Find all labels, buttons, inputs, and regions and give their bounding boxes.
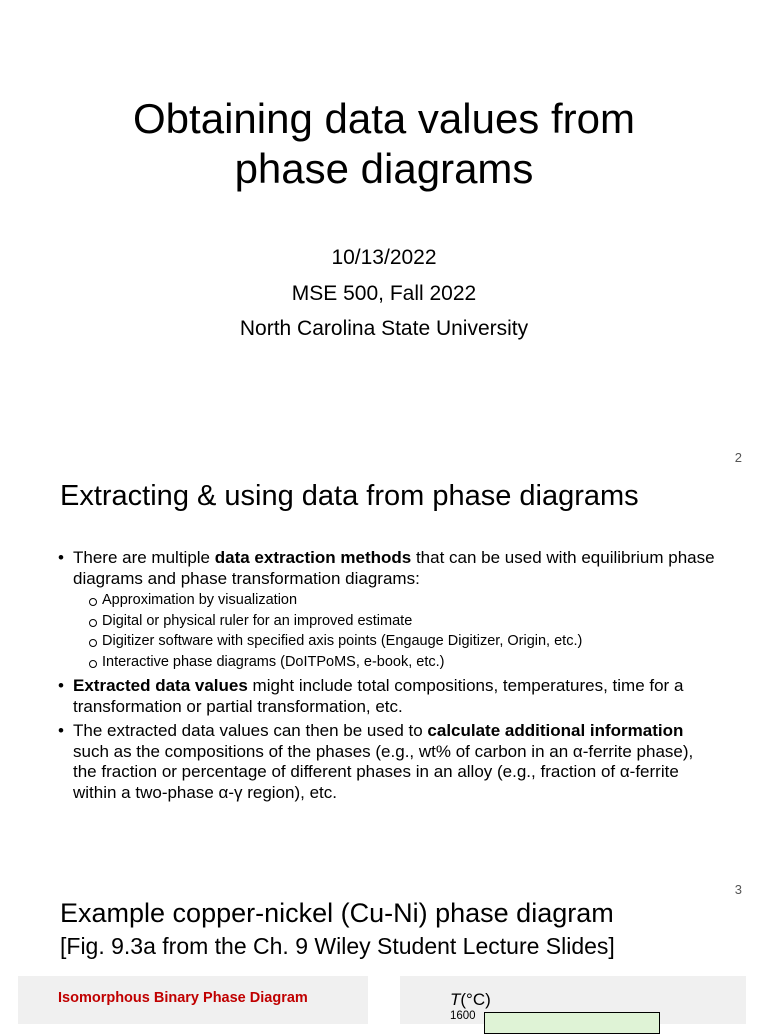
slide-extracting-data	[0, 440, 768, 870]
bullet-emphasis: Extracted data values	[73, 676, 248, 695]
axis-unit: (°C)	[460, 990, 491, 1009]
sub-bullet-item: Digitizer software with specified axis points (Engauge Digitizer, Origin, etc.)	[88, 631, 718, 652]
institution-text: North Carolina State University	[239, 317, 529, 340]
title-line-1: Obtaining data values from	[133, 95, 635, 142]
bullet-item	[58, 548, 718, 672]
sub-bullet-item: Approximation by visualization	[88, 590, 718, 611]
bullet-emphasis: data extraction methods	[214, 548, 412, 567]
page-number: 2	[734, 450, 742, 465]
y-axis-label	[450, 990, 491, 1010]
slide-subtitle: [Fig. 9.3a from the Ch. 9 Wiley Student Lecture Slides]	[60, 933, 615, 959]
bullet-text: The extracted data values can then be used to	[73, 721, 428, 740]
phase-diagram-figure	[400, 976, 746, 1024]
bullet-item	[58, 676, 718, 717]
course-text: MSE 500, Fall 2022	[291, 281, 477, 305]
bullet-text: might include total compositions, temperatures, time for a transformation or partial transformation, etc.	[73, 676, 684, 716]
presentation-title	[0, 94, 768, 194]
subtitle-block	[0, 240, 768, 347]
bullet-text: such as the compositions of the phases (e.g., wt% of carbon in an α-ferrite phase), the fraction or percentage of different phases in an alloy (e.g., fraction of α-ferrite within a two-phase α-γ region), etc.	[73, 741, 694, 802]
bullet-list	[58, 548, 718, 807]
figure-title: Isomorphous Binary Phase Diagram	[58, 990, 308, 1006]
bullet-text: There are multiple	[73, 548, 215, 567]
slide-title: Example copper-nickel (Cu-Ni) phase diagram	[60, 898, 614, 928]
title-slide	[0, 0, 768, 440]
bullet-emphasis: calculate additional information	[427, 721, 684, 740]
page-number: 3	[734, 882, 742, 897]
plot-area	[484, 1012, 660, 1034]
y-tick-label: 1600	[450, 1010, 476, 1022]
figure-title-panel	[18, 976, 368, 1024]
bullet-item	[58, 721, 718, 803]
bullet-text: that can be used with equilibrium phase diagrams and phase transformation diagrams:	[73, 548, 715, 588]
slide-title: Extracting & using data from phase diagrams	[60, 480, 639, 512]
slide-cu-ni-example	[0, 870, 768, 1024]
sub-bullet-item: Interactive phase diagrams (DoITPoMS, e-book, etc.)	[88, 652, 718, 673]
title-line-2: phase diagrams	[234, 145, 534, 192]
date-text: 10/13/2022	[331, 246, 437, 269]
axis-symbol: T	[450, 990, 461, 1009]
sub-bullet-item: Digital or physical ruler for an improved estimate	[88, 611, 718, 632]
sub-bullet-list	[73, 590, 718, 672]
